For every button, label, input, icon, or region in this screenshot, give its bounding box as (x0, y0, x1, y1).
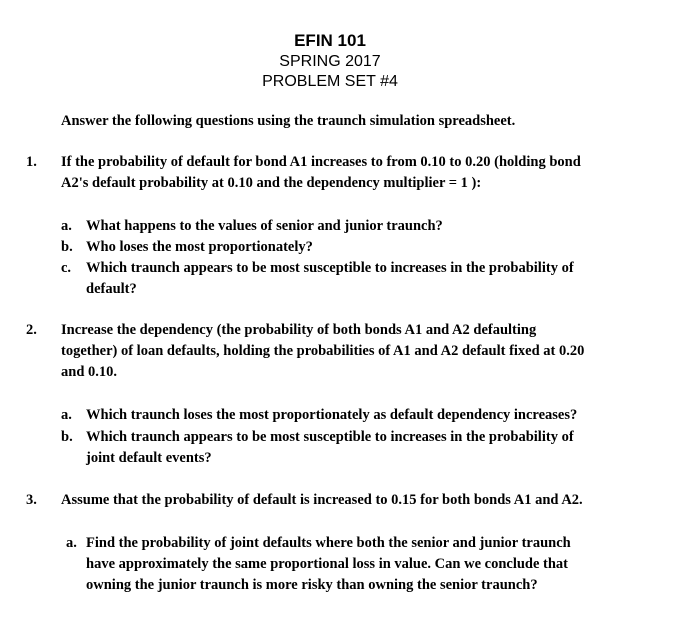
question-2b-text (86, 427, 646, 469)
question-1c-letter: c. (61, 260, 72, 276)
question-2b-line-2: joint default events? (86, 450, 212, 466)
question-2-line-2: together) of loan defaults, holding the probabilities of A1 and A2 default fixed at 0.20 (61, 343, 585, 359)
question-2-text (61, 320, 661, 383)
question-2a-text (86, 405, 646, 426)
question-3a-line-2: have approximately the same proportional loss in value. Can we conclude that (86, 556, 569, 572)
question-2a-line-1: Which traunch loses the most proportionately as default dependency increases? (86, 407, 578, 423)
question-1a-text (86, 216, 646, 237)
question-3a-line-1: Find the probability of joint defaults where both the senior and junior traunch (86, 535, 571, 551)
question-1a-line-1: What happens to the values of senior and junior traunch? (86, 218, 443, 234)
question-2-line-1: Increase the dependency (the probability of both bonds A1 and A2 defaulting (61, 322, 537, 338)
question-1c-line-1: Which traunch appears to be most susceptible to increases in the probability of (86, 260, 574, 276)
question-1-text (61, 152, 661, 194)
question-1b-line-1: Who loses the most proportionately? (86, 239, 313, 255)
question-3-text (61, 490, 661, 511)
question-1b-letter: b. (61, 239, 73, 255)
question-1-number: 1. (26, 154, 37, 170)
question-1c-line-2: default? (86, 281, 137, 297)
question-3-line-1: Assume that the probability of default is increased to 0.15 for both bonds A1 and A2. (61, 492, 583, 508)
question-3-number: 3. (26, 492, 37, 508)
question-1a-letter: a. (61, 218, 72, 234)
instructions: Answer the following questions using the traunch simulation spreadsheet. (61, 113, 516, 129)
question-2b-line-1: Which traunch appears to be most susceptible to increases in the probability of (86, 429, 574, 445)
question-1c-text (86, 258, 646, 300)
question-1-line-2: A2's default probability at 0.10 and the dependency multiplier = 1 ): (61, 175, 482, 191)
question-3a-line-3: owning the junior traunch is more risky than owning the senior traunch? (86, 577, 538, 593)
course-title: EFIN 101 (294, 31, 366, 50)
question-1b-text (86, 237, 646, 258)
question-2a-letter: a. (61, 407, 72, 423)
question-2-number: 2. (26, 322, 37, 338)
question-1-line-1: If the probability of default for bond A1 increases to from 0.10 to 0.20 (holding bond (61, 154, 581, 170)
question-3a-letter: a. (66, 535, 77, 551)
question-2b-letter: b. (61, 429, 73, 445)
question-2-line-3: and 0.10. (61, 364, 118, 380)
question-3a-text (86, 533, 646, 596)
term-label: SPRING 2017 (279, 53, 381, 70)
problem-set-title: PROBLEM SET #4 (262, 73, 398, 90)
